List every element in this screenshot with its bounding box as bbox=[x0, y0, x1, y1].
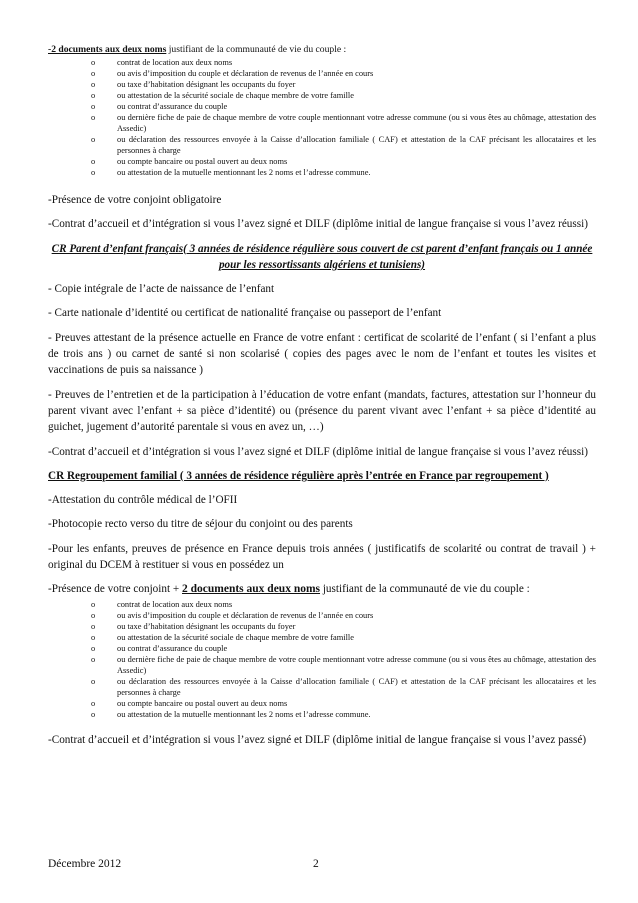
section1-lead bbox=[48, 44, 596, 56]
bullet-marker: o bbox=[91, 91, 96, 100]
list-item: o ou avis d’imposition du couple et déclaration de revenus de l’année en cours bbox=[91, 610, 374, 620]
document-page bbox=[48, 44, 596, 748]
parent-item-preuves-presence: - Preuves attestant de la présence actuelle en France de votre enfant : certificat de scolarité de l’enfant ( si l’enfant a plus de trois ans ) ou carnet de santé si non scolarisé ( copies des pages avec le nom de l’enfant et toutes les visites et vaccinations de puis sa naissance ) bbox=[48, 331, 596, 377]
list-item: o ou avis d’imposition du couple et déclaration de revenus de l’année en cours bbox=[91, 69, 374, 78]
bullet-marker: o bbox=[91, 102, 96, 111]
bullet-marker: o bbox=[91, 80, 96, 89]
footer-date: Décembre 2012 bbox=[48, 858, 122, 870]
list-item: o ou contrat d’assurance du couple bbox=[91, 643, 228, 653]
bullet-marker: o bbox=[91, 135, 96, 144]
bullet-marker: o bbox=[91, 643, 96, 653]
bullet-marker: o bbox=[91, 621, 96, 631]
list-item: o ou attestation de la mutuelle mentionnant les 2 noms et l’adresse commune. bbox=[91, 709, 371, 719]
parent-item-carte-identite: - Carte nationale d’identité ou certificat de nationalité française ou passeport de l’enfant bbox=[48, 307, 442, 320]
bullet-marker: o bbox=[91, 168, 96, 177]
section1-lead-bold: -2 documents aux deux noms bbox=[48, 44, 167, 55]
section-heading-parent-enfant-francais: CR Parent d’enfant français( 3 années de résidence régulière sous couvert de cst parent d’enfant français ou 1 année pour les ressortissants algériens et tunisiens) bbox=[51, 242, 593, 271]
list-item: o ou attestation de la mutuelle mentionnant les 2 noms et l’adresse commune. bbox=[91, 168, 371, 177]
regroupement-item-preuves-enfants: -Pour les enfants, preuves de présence en France depuis trois années ( justificatifs de scolarité ou contrat de travail ) + original du DCEM à restituer si vous en possédez un bbox=[48, 542, 596, 572]
section1-list bbox=[48, 57, 596, 178]
contrat-accueil-1: -Contrat d’accueil et d’intégration si vous l’avez signé et DILF (diplôme initial de langue française si vous l’avez réussi) bbox=[48, 218, 588, 231]
list-item: o ou attestation de la sécurité sociale de chaque membre de votre famille bbox=[91, 91, 354, 100]
regroupement-item-titre-sejour: -Photocopie recto verso du titre de séjour du conjoint ou des parents bbox=[48, 518, 353, 531]
contrat-accueil-final: -Contrat d’accueil et d’intégration si vous l’avez signé et DILF (diplôme initial de langue française si vous l’avez passé) bbox=[48, 733, 587, 746]
section2-list bbox=[48, 599, 596, 720]
list-item: o ou déclaration des ressources envoyée à la Caisse d’allocation familiale ( CAF) et attestation de la CAF précisant les allocataires et les personnes à charge bbox=[91, 135, 596, 155]
bullet-marker: o bbox=[91, 113, 96, 122]
parent-item-preuves-entretien: - Preuves de l’entretien et de la participation à l’éducation de votre enfant (mandats, factures, attestation sur l’honneur du parent vivant avec l’enfant + sa pièce d’identité) ou (présence du parent vivant avec l’enfant + sa pièce d’identité au guichet, jugement d’autorité parentale si vous en avez un, …) bbox=[48, 388, 596, 434]
bullet-marker: o bbox=[91, 69, 96, 78]
list-item: o ou taxe d’habitation désignant les occupants du foyer bbox=[91, 621, 296, 631]
list-item: o ou compte bancaire ou postal ouvert au deux noms bbox=[91, 698, 288, 708]
list-item: o ou déclaration des ressources envoyée à la Caisse d’allocation familiale ( CAF) et attestation de la CAF précisant les allocataires et les personnes à charge bbox=[91, 676, 596, 697]
list-item: o contrat de location aux deux noms bbox=[91, 58, 233, 67]
bullet-marker: o bbox=[91, 676, 96, 686]
parent-item-contrat-accueil: -Contrat d’accueil et d’intégration si vous l’avez signé et DILF (diplôme initial de langue française si vous l’avez réussi) bbox=[48, 445, 588, 458]
page-footer bbox=[48, 858, 596, 876]
section2-lead-bold: 2 documents aux deux noms bbox=[182, 583, 321, 596]
bullet-marker: o bbox=[91, 610, 96, 620]
list-item: o ou attestation de la sécurité sociale de chaque membre de votre famille bbox=[91, 632, 354, 642]
list-item: o contrat de location aux deux noms bbox=[91, 599, 233, 609]
section-heading-regroupement-familial: CR Regroupement familial ( 3 années de résidence régulière après l’entrée en France par regroupement ) bbox=[48, 469, 549, 482]
list-item: o ou taxe d’habitation désignant les occupants du foyer bbox=[91, 80, 296, 89]
bullet-marker: o bbox=[91, 654, 96, 664]
bullet-marker: o bbox=[91, 698, 96, 708]
presence-conjoint: -Présence de votre conjoint obligatoire bbox=[48, 194, 222, 206]
list-item: o ou compte bancaire ou postal ouvert au deux noms bbox=[91, 157, 288, 166]
bullet-marker: o bbox=[91, 599, 96, 609]
parent-item-acte-naissance: - Copie intégrale de l’acte de naissance de l’enfant bbox=[48, 283, 275, 296]
section1-lead-rest: justifiant de la communauté de vie du couple : bbox=[166, 44, 347, 55]
bullet-marker: o bbox=[91, 709, 96, 719]
list-item: o ou dernière fiche de paie de chaque membre de votre couple mentionnant votre adresse commune (ou si vous êtes au chômage, attestation des Assedic) bbox=[91, 654, 596, 675]
list-item: o ou dernière fiche de paie de chaque membre de votre couple mentionnant votre adresse commune (ou si vous êtes au chômage, attestation des Assedic) bbox=[91, 113, 596, 133]
bullet-marker: o bbox=[91, 157, 96, 166]
page-number: 2 bbox=[313, 858, 319, 870]
bullet-marker: o bbox=[91, 632, 96, 642]
bullet-marker: o bbox=[91, 58, 96, 67]
list-item: o ou contrat d’assurance du couple bbox=[91, 102, 228, 111]
regroupement-item-ofii: -Attestation du contrôle médical de l’OFII bbox=[48, 494, 238, 507]
section2-lead: -Présence de votre conjoint + 2 documents aux deux noms justifiant de la communauté de vie du couple : bbox=[48, 583, 530, 596]
